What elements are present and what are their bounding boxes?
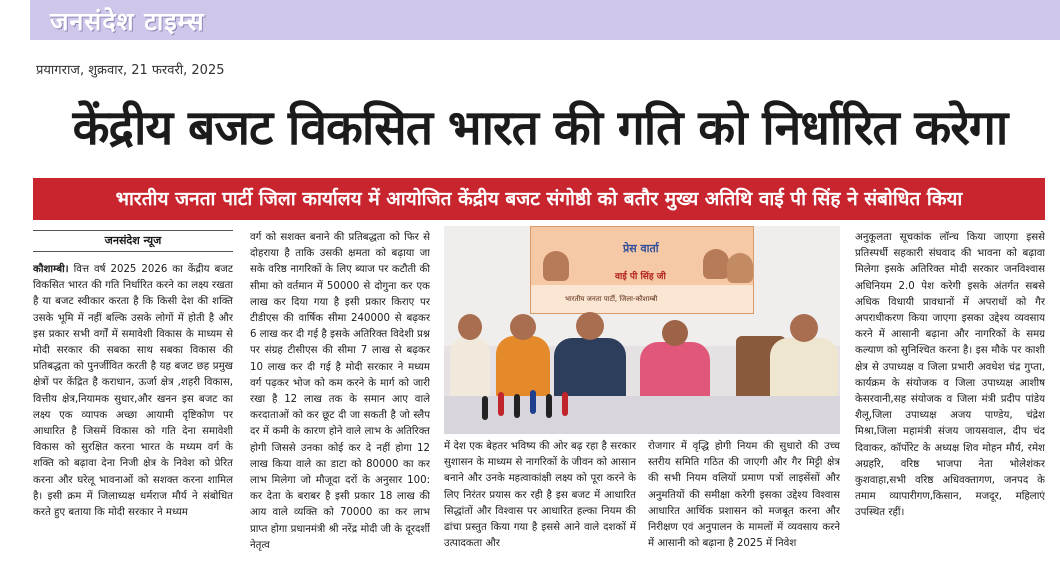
article-text-5: अनुकूलता सूचकांक लॉन्च किया जाएगा इससे प्रतिस्पर्धी सहकारी संघवाद की भावना को बढ़ावा मिलेगा इसके अतिरिक्त मोदी सरकार जनविश्वास अधिनियम 2.0 पेश करेगी इसके अंतर्गत सबसे अधिक विधायी प्रावधानों में अपराधों को गैर अपराधीकरण किया जाएगा इसका उद्देश्य व्यवसाय करने में आसानी बढ़ाना और नागरिकों के समग्र कल्याण को सुनिश्चित करना है। इस मौके पर काशी क्षेत्र से उपाध्यक्ष व जिला प्रभारी अवधेश चंद्र गुप्ता, कार्यक्रम के संयोजक व जिला उपाध्यक्ष आशीष केसरवानी,सह संयोजक व जिला मंत्री प्रदीप पांडेय शैलू,जिला उपाध्यक्ष अजय पाण्डेय, चंद्रेश मिश्रा,जिला महामंत्री संजय जायसवाल, दीप चंद दिवाकर, कॉर्पोरेट के अध्यक्ष शिव मोहन मौर्य, रमेश अग्रहरि, वरिष्ठ भाजपा नेता भोलेशंकर कुशवाहा,सभी वरिष्ठ अधिवक्तागण, जनपद के तमाम व्यापारीगण,किसान, मजदूर, महिलाएं उपस्थित रहीं। bbox=[855, 232, 1045, 519]
banner-portrait bbox=[727, 253, 753, 283]
dateline-lead: कौशाम्बी। bbox=[33, 264, 69, 275]
person-head bbox=[790, 314, 818, 342]
banner-title: प्रेस वार्ता bbox=[623, 242, 659, 255]
person-head bbox=[576, 312, 604, 340]
person-head bbox=[662, 320, 688, 346]
banner-portrait bbox=[543, 251, 569, 281]
banner-name: वाई पी सिंह जी bbox=[615, 272, 666, 282]
article-column-4 bbox=[648, 439, 840, 576]
article-text-3: में देश एक बेहतर भविष्य की ओर बढ़ रहा है सरकार सुशासन के माध्यम से नागरिकों के जीवन को आसान बनाने और उनके महत्वाकांक्षी लक्ष्य को पूरा करने के लिए निरंतर प्रयास कर रही है इस बजट में आधारित सिद्धांतों और विश्वास पर आधारित हल्का नियम की ढांचा प्रस्तुत किया गया है इससे आने वाले दशकों में उत्पादकता और bbox=[444, 441, 636, 550]
article-text-1: वित्त वर्ष 2025 2026 का केंद्रीय बजट विकसित भारत की गति निर्धारित करने का लक्ष्य रखता है या बजट स्वीकार करता है कि किसी देश की शक्ति उसके भूमि में नहीं बल्कि उसके लोगों में होती है और इस प्रकार सभी वर्गों में समावेशी विकास के माध्यम से मोदी सरकार की सबका साथ सबका विकास की प्रतिबद्धता को पुनर्जीवित करती है यह बजट छह प्रमुख क्षेत्रों पर केंद्रित है कराधान, ऊर्जा क्षेत्र ,शहरी विकास, वित्तीय क्षेत्र,नियामक सुधार,और खनन इस बजट का लक्ष्य एक व्यापक अच्छा आयामी दृष्टिकोण पर आधारित है जिसमें विकास को गति देना समावेशी विकास को सुरक्षित करना भारत के मध्यम वर्ग के शक्ति को बढ़ावा देना निजी क्षेत्र के निवेश को प्रेरित करना और घरेलू भावनाओं को सशक्त करना शामिल है। इसी क्रम में जिलाध्यक्ष धर्मराज मौर्य ने संबोधित करते हुए बताया कि मोदी सरकार ने मध्यम bbox=[33, 264, 233, 519]
article-column-1 bbox=[33, 262, 233, 576]
microphone bbox=[482, 396, 488, 420]
press-conference-photo bbox=[444, 226, 840, 434]
article-column-5 bbox=[855, 230, 1045, 576]
article-text-4: रोजगार में वृद्धि होगी नियम की सुधारो की उच्च स्तरीय समिति गठित की जाएगी और गैर मिट्टी क्षेत्र की सभी नियम वलियों प्रमाण पत्रों लाइसेंसों और अनुमतियों की समीक्षा करेगी इसका उद्देश्य विश्वास आधारित आर्थिक प्रशासन को मजबूत करना और निरीक्षण एवं अनुपालन के मामलों में व्यवसाय करने में आसानी को बढ़ाना है 2025 में निवेश bbox=[648, 441, 840, 550]
microphone bbox=[498, 392, 504, 416]
dateline: प्रयागराज, शुक्रवार, 21 फरवरी, 2025 bbox=[36, 63, 225, 78]
byline: जनसंदेश न्यूज bbox=[33, 230, 233, 252]
press-banner bbox=[530, 226, 754, 314]
microphone bbox=[530, 390, 536, 414]
masthead bbox=[30, 0, 1060, 40]
microphone bbox=[546, 394, 552, 418]
person-head bbox=[458, 314, 482, 340]
newspaper-title: जनसंदेश टाइम्स bbox=[50, 7, 205, 36]
subheadline: भारतीय जनता पार्टी जिला कार्यालय में आयोजित केंद्रीय बजट संगोष्ठी को बतौर मुख्य अतिथि वाई पी सिंह ने संबोधित किया bbox=[33, 178, 1045, 220]
microphone bbox=[562, 392, 568, 416]
microphone bbox=[514, 394, 520, 418]
article-column-3 bbox=[444, 439, 636, 576]
headline: केंद्रीय बजट विकसित भारत की गति को निर्धारित करेगा bbox=[72, 100, 1008, 156]
banner-footer: भारतीय जनता पार्टी, जिला-कौशाम्बी bbox=[565, 295, 658, 303]
person-head bbox=[510, 314, 536, 340]
banner-portrait bbox=[703, 249, 729, 279]
article-text-2: वर्ग को सशक्त बनाने की प्रतिबद्धता को फिर से दोहराया है ताकि उसकी क्षमता को बढ़ाया जा सके वरिष्ठ नागरिकों के लिए ब्याज पर कटौती की सीमा को वर्तमान में 50000 से दोगुना कर एक लाख कर दिया गया है इसी प्रकार किराए पर टीडीएस की वार्षिक सीमा 240000 से बढ़कर 6 लाख कर दी गई है इसके अतिरिक्त विदेशी प्रश्न पर संग्रह टीसीएस की सीमा 7 लाख से बढ़कर 10 लाख कर दी गई है मोदी सरकार ने मध्यम वर्ग पढ़कर भोज को कम करने के मार्ग को जारी रखा है 12 लाख तक के समान आए वाले करदाताओं को कर छूट दी जा सकती है जो स्लैप दर में कमी के कारण होने वाले लाभ के अतिरिक्त होगी जिससे उनका कोई कर दे नहीं होगा 12 लाख किया वाले का डाटा को 80000 का कर लाभ मिलेगा जो मौजूदा दरों के अनुसार 100: कर देता के बराबर है इसी प्रकार 18 लाख की आय वाले व्यक्ति को 70000 का कर लाभ प्राप्त होगा प्रधानमंत्री श्री नरेंद्र मोदी जी के दूरदर्शी नेतृत्व bbox=[250, 232, 430, 551]
article-column-2 bbox=[250, 230, 430, 576]
